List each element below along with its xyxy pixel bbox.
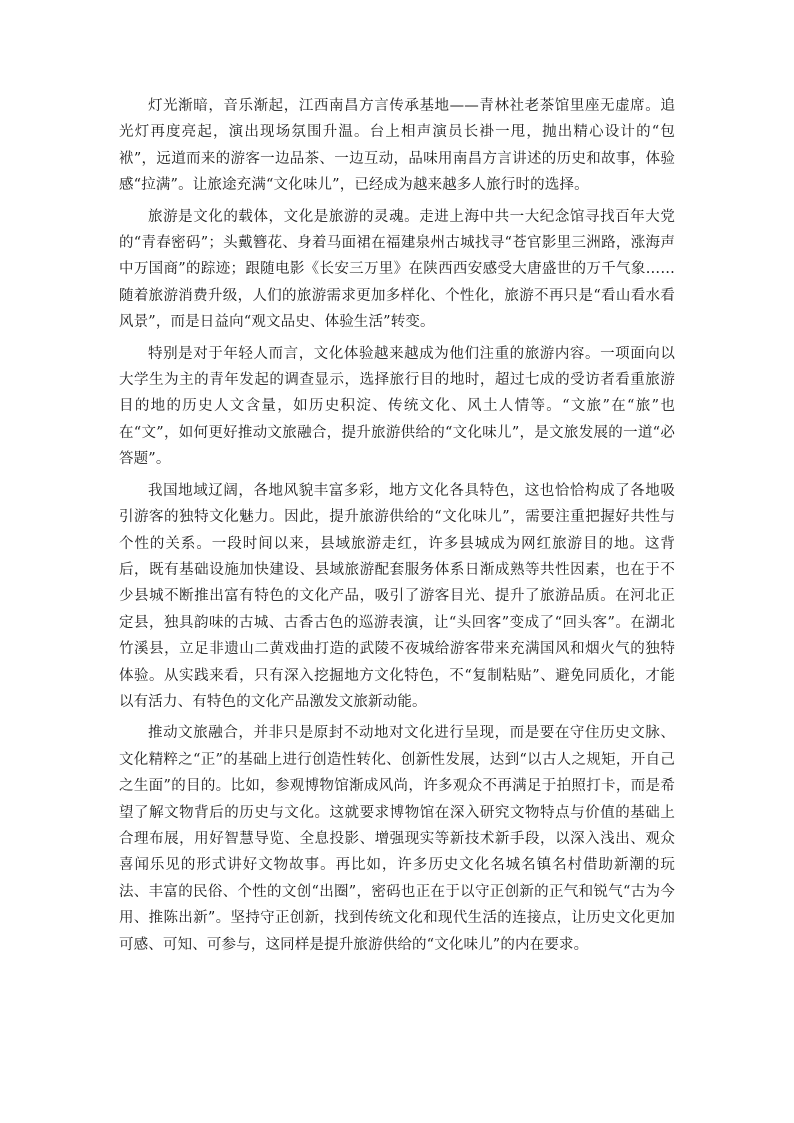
paragraph-3: 特别是对于年轻人而言，文化体验越来越成为他们注重的旅游内容。一项面向以大学生为主的青年发起的调查显示，选择旅行目的地时，超过七成的受访者看重旅游目的地的历史人文含量，如历史积淀、传统文化、风土人情等。“文旅”在“旅”也在“文”，如何更好推动文旅融合，提升旅游供给的“文化味儿”，是文旅发展的一道“必答题”。: [119, 345, 675, 468]
paragraph-5: 推动文旅融合，并非只是原封不动地对文化进行呈现，而是要在守住历史文脉、文化精粹之“正”的基础上进行创造性转化、创新性发展，达到“以古人之规矩，开自己之生面”的目的。比如，参观博物馆渐成风尚，许多观众不再满足于拍照打卡，而是希望了解文物背后的历史与文化。这就要求博物馆在深入研究文物特点与价值的基础上合理布展，用好智慧导览、全息投影、增强现实等新技术新手段，以深入浅出、观众喜闻乐见的形式讲好文物故事。再比如，许多历史文化名城名镇名村借助新潮的玩法、丰富的民俗、个性的文创“出圈”，密码也正在于以守正创新的正气和锐气“古为今用、推陈出新”。坚持守正创新，找到传统文化和现代生活的连接点，让历史文化更加可感、可知、可参与，这同样是提升旅游供给的“文化味儿”的内在要求。: [119, 725, 675, 953]
paragraph-1: 灯光渐暗，音乐渐起，江西南昌方言传承基地——青林社老茶馆里座无虚席。追光灯再度亮起，演出现场氛围升温。台上相声演员长褂一甩，抛出精心设计的“包袱”，远道而来的游客一边品茶、一边互动，品味用南昌方言讲述的历史和故事，体验感“拉满”。让旅途充满“文化味儿”，已经成为越来越多人旅行时的选择。: [119, 98, 675, 194]
paragraph-2: 旅游是文化的载体，文化是旅游的灵魂。走进上海中共一大纪念馆寻找百年大党的“青春密码”；头戴簪花、身着马面裙在福建泉州古城找寻“苍官影里三洲路，涨海声中万国商”的踪迹；跟随电影《长安三万里》在陕西西安感受大唐盛世的万千气象……随着旅游消费升级，人们的旅游需求更加多样化、个性化，旅游不再只是“看山看水看风景”，而是日益向“观文品史、体验生活”转变。: [119, 208, 675, 331]
article-body: [119, 93, 675, 963]
paragraph-4: 我国地域辽阔，各地风貌丰富多彩，地方文化各具特色，这也恰恰构成了各地吸引游客的独特文化魅力。因此，提升旅游供给的“文化味儿”，需要注重把握好共性与个性的关系。一段时间以来，县域旅游走红，许多县城成为网红旅游目的地。这背后，既有基础设施加快建设、县域旅游配套服务体系日渐成熟等共性因素，也在于不少县城不断推出富有特色的文化产品，吸引了游客目光、提升了旅游品质。在河北正定县，独具韵味的古城、古香古色的巡游表演，让“头回客”变成了“回头客”。在湖北竹溪县，立足非遗山二黄戏曲打造的武陵不夜城给游客带来充满国风和烟火气的独特体验。从实践来看，只有深入挖掘地方文化特色，不“复制粘贴”、避免同质化，才能以有活力、有特色的文化产品激发文旅新动能。: [119, 482, 675, 710]
